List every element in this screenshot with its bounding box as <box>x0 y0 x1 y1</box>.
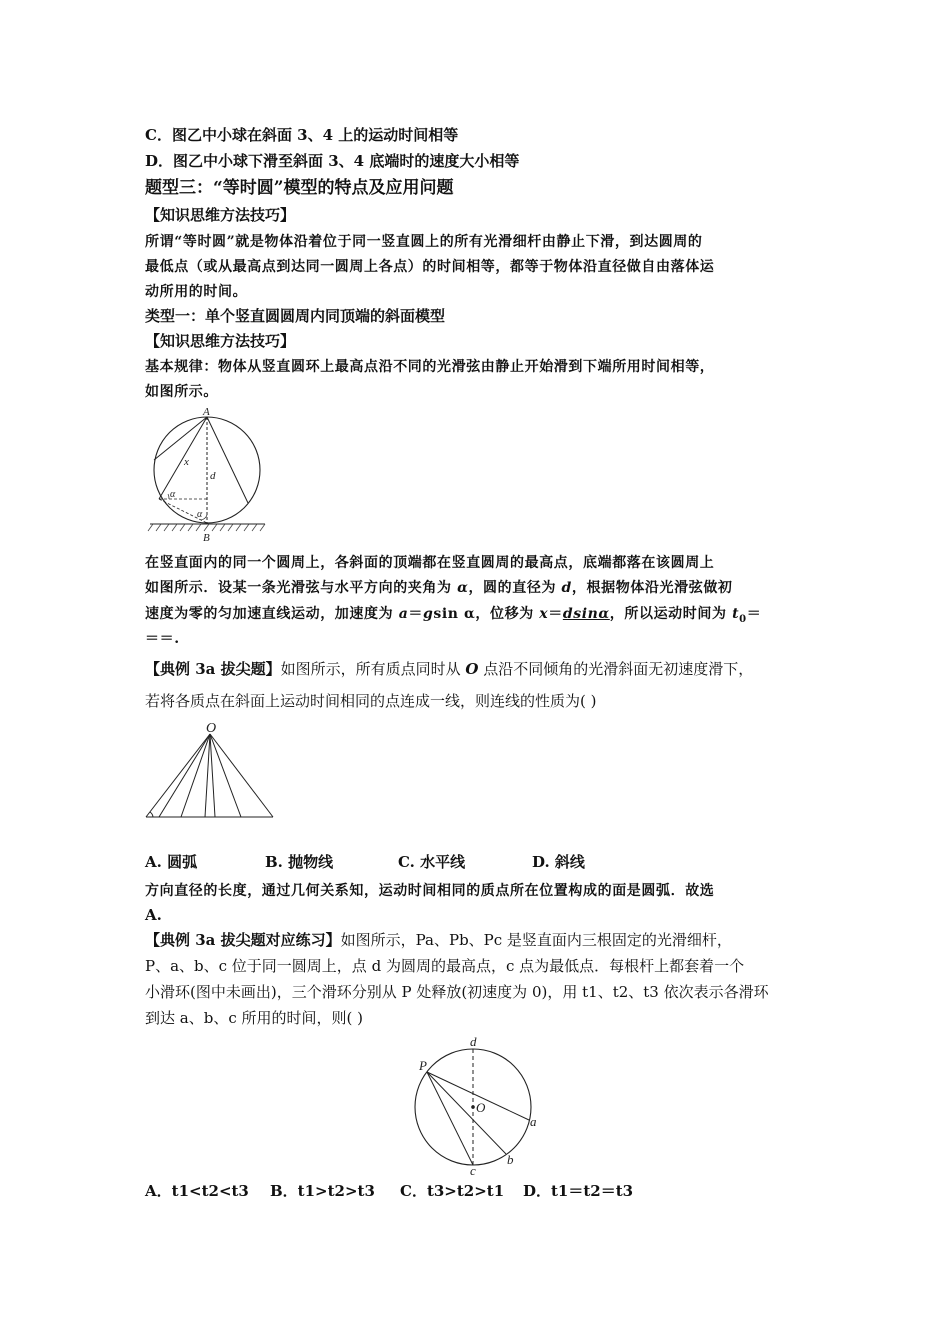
option-c-prev: C．图乙中小球在斜面 3、4 上的运动时间相等 <box>145 126 459 144</box>
option-d-prev: D．图乙中小球下滑至斜面 3、4 底端时的速度大小相等 <box>145 152 520 170</box>
label-a: A <box>203 406 210 418</box>
practice-line-2: P、a、b、c 位于同一圆周上，点 d 为圆周的最高点，c 点为最低点．每根杆上都套着一个 <box>145 957 745 975</box>
option-c[interactable]: C. 水平线 <box>398 853 466 871</box>
explain-line-3: 速度为零的匀加速直线运动，加速度为 a＝gsin α，位移为 x＝dsinα，所以运动时间为 $t_0=$ <box>145 606 762 625</box>
isochronous-circle-figure <box>145 405 270 545</box>
label-alpha-2: α <box>197 509 203 520</box>
option-a[interactable]: A. 圆弧 <box>145 853 198 871</box>
label-alpha-1: α <box>170 489 176 500</box>
example-question-line-2: 若将各质点在斜面上运动时间相同的点连成一线，则连线的性质为( ) <box>145 692 597 710</box>
explain-line-2: 如图所示．设某一条光滑弦与水平方向的夹角为 α，圆的直径为 d，根据物体沿光滑弦做初 <box>145 580 733 596</box>
inclined-planes-figure <box>143 715 278 821</box>
option-d[interactable]: D．t1＝t2＝t3 <box>523 1182 634 1200</box>
explain-line-1: 在竖直面内的同一个圆周上，各斜面的顶端都在竖直圆周的最高点，底端都落在该圆周上 <box>145 555 715 571</box>
type1-title: 类型一：单个竖直圆圆周内同顶端的斜面模型 <box>145 307 446 325</box>
option-b[interactable]: B. 抛物线 <box>265 853 334 871</box>
explain-line-4: ＝＝. <box>145 631 180 647</box>
practice-line-3: 小滑环(图中未画出)，三个滑环分别从 P 处释放(初速度为 0)，用 t1、t2、t3 依次表示各滑环 <box>145 983 769 1001</box>
option-b[interactable]: B．t1>t2>t3 <box>270 1182 375 1200</box>
practice-line-1: 【典例 3a 拔尖题对应练习】如图所示，Pa、Pb、Pc 是竖直面内三根固定的光滑细杆， <box>145 931 732 949</box>
label-x: x <box>184 456 189 468</box>
label-c: c <box>470 1163 476 1175</box>
label-b: b <box>507 1152 514 1167</box>
answer-line-1: 方向直径的长度，通过几何关系知，运动时间相同的质点所在位置构成的面是圆弧．故选 <box>145 883 715 899</box>
label-o: O <box>206 721 217 736</box>
option-c[interactable]: C．t3>t2>t1 <box>400 1182 505 1200</box>
section-title: 题型三：“等时圆”模型的特点及应用问题 <box>145 178 454 198</box>
example-question-line-1: 【典例 3a 拔尖题】如图所示，所有质点同时从 O 点沿不同倾角的光滑斜面无初速度滑下， <box>145 660 754 678</box>
option-d[interactable]: D. 斜线 <box>532 853 585 871</box>
rule-line-2: 如图所示。 <box>145 384 218 400</box>
label-a: a <box>530 1114 537 1129</box>
label-d: d <box>470 1034 477 1049</box>
label-o: O <box>476 1100 486 1115</box>
label-d: d <box>210 470 216 482</box>
label-p: P <box>419 1058 427 1073</box>
intro-line-2: 最低点（或从最高点到达同一圆周上各点）的时间相等，都等于物体沿直径做自由落体运 <box>145 259 715 275</box>
skill-heading: 【知识思维方法技巧】 <box>145 206 296 224</box>
rule-line-1: 基本规律：物体从竖直圆环上最高点沿不同的光滑弦由静止开始滑到下端所用时间相等， <box>145 359 715 375</box>
answer-line-2: A. <box>145 906 162 924</box>
circle-rods-figure <box>410 1030 550 1175</box>
intro-line-3: 动所用的时间。 <box>145 284 248 300</box>
option-a[interactable]: A．t1<t2<t3 <box>145 1182 249 1200</box>
intro-line-1: 所谓“等时圆”就是物体沿着位于同一竖直圆上的所有光滑细杆由静止下滑，到达圆周的 <box>145 234 703 250</box>
practice-line-4: 到达 a、b、c 所用的时间，则( ) <box>145 1009 363 1027</box>
label-b: B <box>203 532 210 544</box>
type1-skill-heading: 【知识思维方法技巧】 <box>145 332 296 350</box>
